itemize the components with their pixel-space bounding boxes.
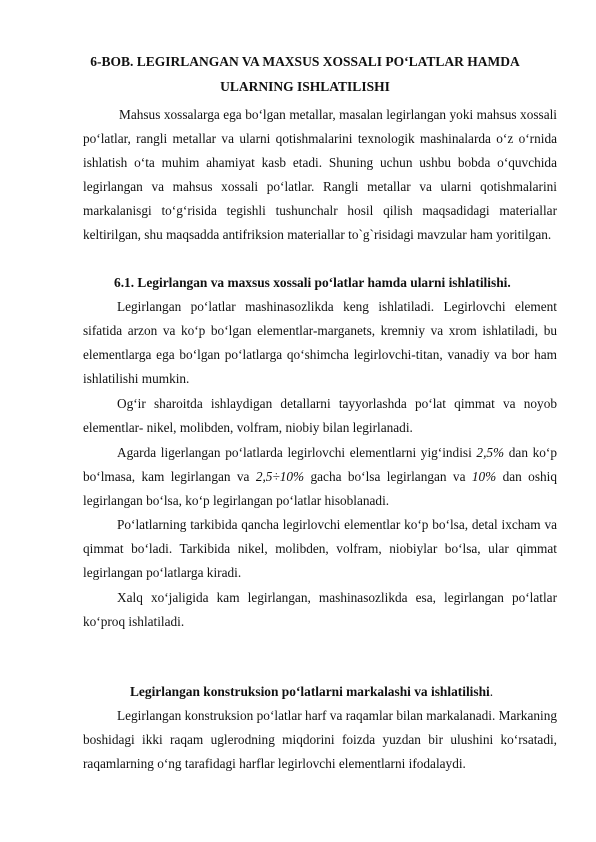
paragraph-1-text: Legirlangan po‘latlar mashinasozlikda keng ishlatiladi. Legirlovchi element sifatida arzon va ko‘p bo‘lgan elementlar-marganets, kremniy va xrom ishlatiladi, bu elementlarga ega bo‘lgan po‘latlarga qo‘shimcha legirlovchi-titan, vanadiy va bor ham ishlatilishi mumkin. — [83, 299, 557, 387]
paragraph-6-text: Legirlangan konstruksion po‘latlar harf va raqamlar bilan markalanadi. Markaning boshidagi ikki raqam uglerodning miqdorini foizda yuzdan bir ulushini ko‘rsatadi, raqamlarning o‘ng tarafidagi harflar legirlovchi elementlarni ifodalaydi. — [83, 708, 557, 772]
subheading-text: Legirlangan konstruksion po‘latlarni markalashi va ishlatilishi — [130, 684, 490, 699]
paragraph-6 — [83, 704, 557, 776]
value-range-percent: 2,5÷10% — [255, 469, 305, 485]
chapter-title-line2: ULARNING ISHLATILISHI — [220, 79, 390, 94]
paragraph-3-text-a: Agarda ligerlangan po‘latlarda legirlovchi elementlarni yig‘indisi — [117, 445, 477, 460]
intro-text: Mahsus xossalarga ega bo‘lgan metallar, masalan legirlangan yoki mahsus xossali po‘latlar, rangli metallar va ularni qotishmalarini texnologik mashinalarda o‘z o‘rnida ishlatish o‘ta muhim ahamiyat kasb etadi. Shuning uchun ushbu bobda o‘quvchida legirlangan va mahsus xossali po‘latlar. Rangli metallar va ularni qotishmalarini markalanisgi to‘g‘risida tegishli tushunchalr hosil qilish maqsadidagi materiallar keltirilgan, shu maqsadda antifriksion materiallar to`g`risidagi mavzular ham yoritilgan. — [83, 107, 557, 243]
paragraph-5 — [83, 586, 557, 634]
section-heading: 6.1. Legirlangan va maxsus xossali po‘latlar hamda ularni ishlatilishi. — [114, 275, 511, 290]
paragraph-3-text-d: dan oshiq legirlangan bo‘lsa, ko‘p legirlangan po‘latlar hisoblanadi. — [83, 469, 557, 509]
paragraph-2 — [83, 392, 557, 440]
paragraph-3-text-c: gacha bo‘lsa legirlangan va — [304, 469, 472, 485]
paragraph-4-text: Po‘latlarning tarkibida qancha legirlovchi elementlar ko‘p bo‘lsa, detal ixcham va qimmat bo‘ladi. Tarkibida nikel, molibden, volfram, niobiylar bo‘lsa, ular qimmat legirlangan po‘latlarga kiradi. — [83, 517, 557, 581]
subheading-period: . — [489, 684, 494, 699]
paragraph-1 — [83, 295, 557, 391]
chapter-title-line1: 6-BOB. LEGIRLANGAN VA MAXSUS XOSSALI PO‘LATLAR HAMDA — [90, 54, 520, 69]
intro-paragraph — [83, 103, 557, 248]
value-2-5-percent: 2,5% — [476, 445, 505, 460]
paragraph-4 — [83, 513, 557, 585]
paragraph-5-text: Xalq xo‘jaligida kam legirlangan, mashinasozlikda esa, legirlangan po‘latlar ko‘proq ishlatiladi. — [83, 590, 557, 630]
value-10-percent: 10% — [471, 469, 497, 485]
paragraph-3-text-b: dan ko‘p bo‘lmasa, kam legirlangan va — [83, 445, 557, 485]
paragraph-2-text: Og‘ir sharoitda ishlaydigan detallarni tayyorlashda po‘lat qimmat va noyob elementlar- nikel, molibden, volfram, niobiy bilan legirlanadi. — [83, 396, 557, 436]
paragraph-3 — [83, 441, 557, 513]
subheading — [130, 684, 493, 700]
